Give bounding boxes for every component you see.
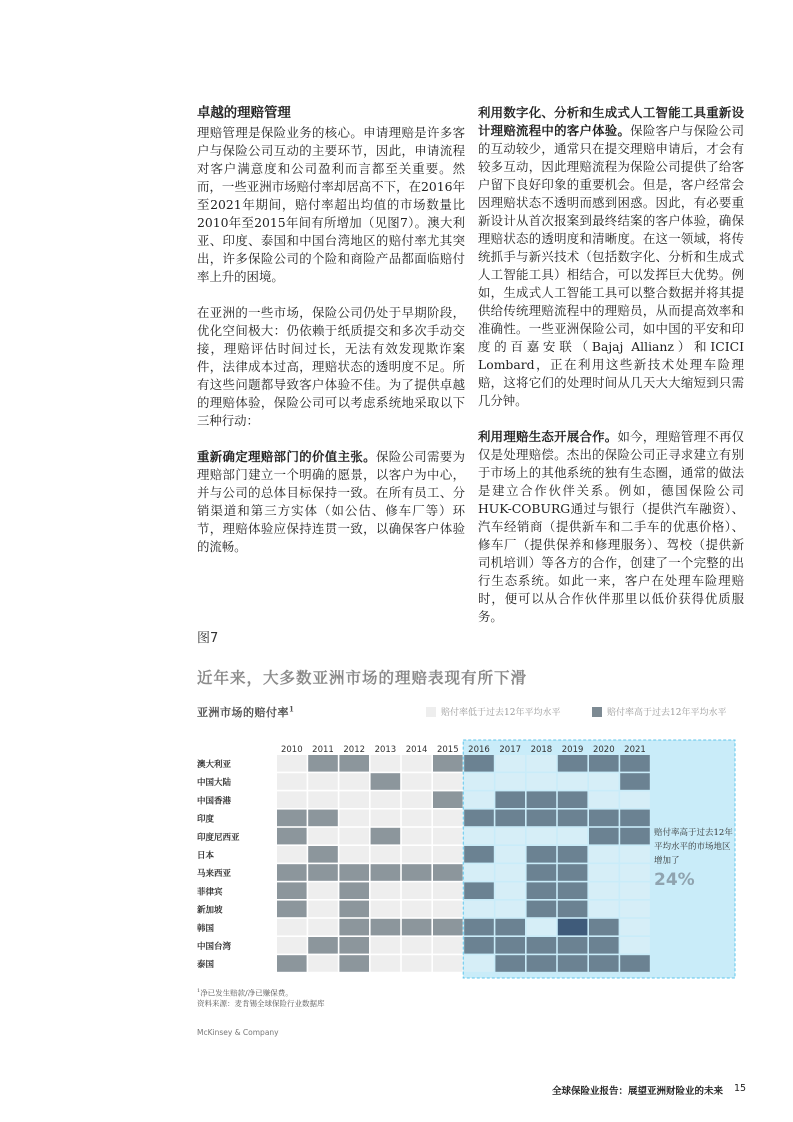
legend-label-high: 赔付率高于过去12年平均水平: [607, 708, 727, 718]
heatmap-cell: [464, 919, 494, 936]
heatmap-cell: [620, 828, 650, 845]
market-label: 澳大利亚: [197, 760, 232, 770]
footnote-text: 净已发生赔款/净已赚保费。: [200, 988, 293, 998]
heatmap-cell: [339, 919, 369, 936]
heatmap-cell: [464, 755, 494, 772]
heatmap-cell: [433, 864, 463, 881]
heatmap-cell: [339, 791, 369, 808]
heatmap-cell: [371, 901, 401, 918]
heatmap-cell: [464, 901, 494, 918]
market-label: 印度: [197, 814, 215, 825]
heatmap-cell: [620, 864, 650, 881]
heatmap-cell: [371, 864, 401, 881]
heatmap-cell: [433, 901, 463, 918]
heatmap-cell: [277, 901, 307, 918]
heatmap-cell: [558, 864, 588, 881]
legend-label-low: 赔付率低于过去12年平均水平: [441, 708, 561, 718]
heatmap-cell: [558, 828, 588, 845]
paragraph: 在亚洲的一些市场，保险公司仍处于早期阶段，优化空间极大：仍依赖于纸质提交和多次手动交接，理赔评估时间过长，无法有效发现欺诈案件，法律成本过高，理赔状态的透明度不足。所有这些问题都导致客户体验不佳。为了提供卓越的理赔体验，保险公司可以考虑系统地采取以下三种行动：: [197, 305, 465, 428]
heatmap-cell: [339, 955, 369, 972]
heatmap-cell: [339, 937, 369, 954]
heatmap-cell: [527, 901, 557, 918]
paragraph-body: 保险公司需要为理赔部门建立一个明确的愿景，以客户为中心，并与公司的总体目标保持一致。在所有员工、分销渠道和第三方实体（如公估、修车厂等）环节，理赔体验应保持连贯一致，以确保客户体验的流畅。: [197, 449, 466, 554]
heatmap-cell: [339, 773, 369, 790]
paragraph-lead: 重新确定理赔部门的价值主张。: [197, 449, 376, 464]
year-label: 2018: [530, 745, 553, 755]
heatmap-cell: [308, 773, 338, 790]
heatmap-cell: [402, 846, 432, 863]
heatmap-cell: [589, 882, 619, 899]
heatmap-cell: [495, 755, 525, 772]
heatmap-cell: [402, 791, 432, 808]
heatmap-cell: [308, 755, 338, 772]
paragraph-body: 如今，理赔管理不再仅仅是处理赔偿。杰出的保险公司正寻求建立有别于市场上的其他系统的独有生态圈，通常的做法是建立合作伙伴关系。例如，德国保险公司HUK-COBURG通过与银行（提供汽车融资）、汽车经销商（提供新车和二手车的优惠价格）、修车厂（提供保养和修理服务）、驾校（提供新司机培训）等各方的合作，创建了一个完整的出行生态系统。如此一来，客户在处理车险理赔时，便可以从合作伙伴那里以低价获得优质服务。: [478, 429, 745, 624]
heatmap-cell: [589, 828, 619, 845]
brand-name: McKinsey & Company: [197, 1028, 279, 1037]
heatmap-cell: [277, 773, 307, 790]
chart-subtitle-text: 亚洲市场的赔付率: [197, 706, 289, 719]
heatmap-cell: [589, 755, 619, 772]
heatmap-cell: [433, 846, 463, 863]
heatmap-cell: [620, 901, 650, 918]
heatmap-cell: [495, 791, 525, 808]
heatmap-cell: [558, 955, 588, 972]
heatmap-cell: [308, 901, 338, 918]
heatmap-cell: [308, 828, 338, 845]
market-label: 马来西亚: [197, 869, 232, 880]
heatmap-cell: [402, 901, 432, 918]
heatmap-cell: [433, 810, 463, 827]
heatmap-cell: [495, 773, 525, 790]
heatmap-cell: [495, 828, 525, 845]
heatmap-cell: [527, 882, 557, 899]
heatmap-cell: [620, 955, 650, 972]
heatmap-cell: [620, 882, 650, 899]
footnote-marker: 1: [289, 704, 295, 714]
heatmap-cell: [433, 791, 463, 808]
heatmap-cell: [589, 864, 619, 881]
year-label: 2014: [405, 745, 428, 755]
heatmap-cell: [402, 810, 432, 827]
heatmap-cell: [495, 955, 525, 972]
heatmap-cell: [371, 955, 401, 972]
heatmap-cell: [589, 791, 619, 808]
heatmap-cell: [464, 791, 494, 808]
heatmap-cell: [558, 791, 588, 808]
heatmap-cell: [464, 864, 494, 881]
paragraph-lead: 利用理赔生态开展合作。: [478, 429, 618, 444]
heatmap-cell: [277, 919, 307, 936]
market-label: 泰国: [197, 960, 215, 971]
heatmap-cell: [527, 810, 557, 827]
heatmap-cell: [371, 882, 401, 899]
heatmap-cell: [558, 755, 588, 772]
heatmap-cell: [527, 937, 557, 954]
section-title-claims: 卓越的理赔管理: [197, 105, 291, 121]
heatmap-cell: [495, 846, 525, 863]
heatmap-cell: [527, 791, 557, 808]
heatmap-cell: [589, 937, 619, 954]
market-label: 中国大陆: [197, 778, 232, 789]
footnote-line: [197, 986, 325, 999]
heatmap-cell: [620, 810, 650, 827]
heatmap-cell: [589, 901, 619, 918]
heatmap-cell: [433, 955, 463, 972]
heatmap-cell: [339, 755, 369, 772]
heatmap-cell: [402, 828, 432, 845]
heatmap-cell: [433, 882, 463, 899]
heatmap-cell: [527, 955, 557, 972]
market-label: 菲律宾: [197, 887, 223, 898]
heatmap-cell: [339, 846, 369, 863]
year-label: 2021: [624, 745, 646, 755]
heatmap-cell: [371, 773, 401, 790]
heatmap-cell: [433, 755, 463, 772]
heatmap-cell: [527, 755, 557, 772]
figure-title: 近年来，大多数亚洲市场的理赔表现有所下滑: [197, 668, 528, 687]
heatmap-cell: [558, 773, 588, 790]
heatmap-cell: [527, 828, 557, 845]
heatmap-cell: [464, 937, 494, 954]
source-line: 资料来源：麦肯锡全球保险行业数据库: [197, 998, 325, 1008]
market-label: 中国香港: [197, 796, 232, 807]
heatmap-cell: [277, 864, 307, 881]
heatmap-cell: [308, 919, 338, 936]
heatmap-cell: [277, 791, 307, 808]
heatmap-cell: [464, 828, 494, 845]
paragraph-lead: 利用数字化、分析和生成式人工智能工具重新设计理赔流程中的客户体验。: [478, 105, 744, 138]
paragraph: 理赔管理是保险业务的核心。申请理赔是许多客户与保险公司互动的主要环节，因此，申请流程对客户满意度和公司盈利而言都至关重要。然而，一些亚洲市场赔付率却居高不下，在2016年至2021年期间，赔付率超出均值的市场数量比2010年至2015年间有所增加（见图7）。澳大利亚、印度、泰国和中国台湾地区的赔付率尤其突出，许多保险公司的个险和商险产品都面临赔付率上升的困境。: [197, 125, 465, 284]
paragraph-body: 保险客户与保险公司的互动较少，通常只在提交理赔申请后，才会有较多互动，因此理赔流程为保险公司提供了给客户留下良好印象的重要机会。但是，客户经常会因理赔状态不透明而感到困惑。因此，有必要重新设计从首次报案到最终结案的客户体验，确保理赔状态的透明度和清晰度。在这一领域，将传统抓手与新兴技术（包括数字化、分析和生成式人工智能工具）相结合，可以发挥巨大优势。例如，生成式人工智能工具可以整合数据并将其提供给传统理赔流程中的理赔员，从而提高效率和准确性。一些亚洲保险公司，如中国的平安和印度的百嘉安联（Bajaj Allianz）和ICICI Lombard，正在利用这些新技术处理车险理赔，这将它们的处理时间从几天大大缩短到只需几分钟。: [478, 123, 745, 408]
page-number: 15: [734, 1083, 747, 1094]
year-label: 2013: [374, 745, 397, 755]
heatmap-cell: [277, 937, 307, 954]
heatmap-cell: [495, 937, 525, 954]
heatmap-cell: [589, 955, 619, 972]
heatmap-cell: [558, 937, 588, 954]
heatmap-cell: [402, 882, 432, 899]
year-label: 2011: [312, 745, 334, 755]
heatmap-cell: [402, 955, 432, 972]
heatmap-cell: [308, 791, 338, 808]
heatmap-cell: [558, 882, 588, 899]
heatmap-cell: [495, 810, 525, 827]
year-label: 2016: [468, 745, 490, 755]
heatmap-cell: [371, 919, 401, 936]
heatmap-cell: [339, 901, 369, 918]
running-title: 全球保险业报告：展望亚洲财险业的未来: [552, 1086, 724, 1097]
heatmap-cell: [495, 882, 525, 899]
heatmap-cell: [402, 937, 432, 954]
figure-label: 图7: [197, 631, 219, 646]
heatmap-cell: [495, 864, 525, 881]
year-label: 2012: [343, 745, 366, 755]
heatmap-cell: [277, 828, 307, 845]
heatmap-cell: [620, 937, 650, 954]
callout-text: 赔付率高于过去12年平均水平的市场地区增加了: [654, 828, 733, 866]
heatmap-cell: [277, 955, 307, 972]
heatmap-cell: [464, 810, 494, 827]
year-label: 2020: [592, 745, 615, 755]
heatmap-cell: [277, 882, 307, 899]
heatmap-cell: [433, 828, 463, 845]
heatmap-cell: [620, 755, 650, 772]
year-label: 2017: [499, 745, 522, 755]
heatmap-cell: [495, 919, 525, 936]
heatmap-cell: [371, 755, 401, 772]
market-label: 新加坡: [197, 905, 223, 916]
heatmap-cell: [371, 846, 401, 863]
heatmap-cell: [277, 846, 307, 863]
heatmap-cell: [464, 846, 494, 863]
heatmap-cell: [402, 773, 432, 790]
heatmap-cell: [433, 937, 463, 954]
heatmap-cell: [371, 810, 401, 827]
heatmap-cell: [620, 773, 650, 790]
market-label: 印度尼西亚: [197, 832, 240, 843]
callout-value: 24%: [654, 870, 695, 890]
market-label: 韩国: [197, 923, 215, 934]
heatmap-cell: [620, 846, 650, 863]
heatmap-cell: [308, 882, 338, 899]
heatmap-cell: [558, 901, 588, 918]
heatmap-cell: [339, 810, 369, 827]
heatmap-cell: [308, 937, 338, 954]
heatmap-cell: [277, 810, 307, 827]
heatmap-cell: [589, 846, 619, 863]
heatmap-cell: [558, 846, 588, 863]
footnote: [197, 986, 325, 1009]
heatmap-cell: [558, 810, 588, 827]
heatmap-cell: [589, 773, 619, 790]
heatmap-cell: [558, 919, 588, 936]
footnote-marker: 1: [197, 988, 201, 994]
heatmap-cell: [527, 846, 557, 863]
heatmap-cell: [495, 901, 525, 918]
year-label: 2015: [436, 745, 459, 755]
heatmap-cell: [339, 882, 369, 899]
heatmap-cell: [402, 864, 432, 881]
heatmap-cell: [589, 810, 619, 827]
heatmap-cell: [620, 919, 650, 936]
heatmap-cell: [620, 791, 650, 808]
heatmap-cell: [433, 773, 463, 790]
heatmap-cell: [402, 919, 432, 936]
heatmap-cell: [308, 846, 338, 863]
heatmap-cell: [464, 773, 494, 790]
year-label: 2019: [561, 745, 584, 755]
heatmap-cell: [308, 810, 338, 827]
heatmap-cell: [371, 791, 401, 808]
market-label: 中国台湾: [197, 942, 232, 952]
year-label: 2010: [280, 745, 303, 755]
heatmap-cell: [527, 919, 557, 936]
heatmap-cell: [308, 864, 338, 881]
heatmap-cell: [402, 755, 432, 772]
market-label: 日本: [197, 851, 215, 861]
heatmap-cell: [464, 955, 494, 972]
heatmap-cell: [371, 937, 401, 954]
heatmap-cell: [371, 828, 401, 845]
heatmap-cell: [527, 773, 557, 790]
heatmap-cell: [464, 882, 494, 899]
heatmap-cell: [527, 864, 557, 881]
heatmap-cell: [339, 828, 369, 845]
heatmap-cell: [277, 755, 307, 772]
heatmap-cell: [339, 864, 369, 881]
heatmap-cell: [433, 919, 463, 936]
heatmap-cell: [589, 919, 619, 936]
heatmap-cell: [308, 955, 338, 972]
